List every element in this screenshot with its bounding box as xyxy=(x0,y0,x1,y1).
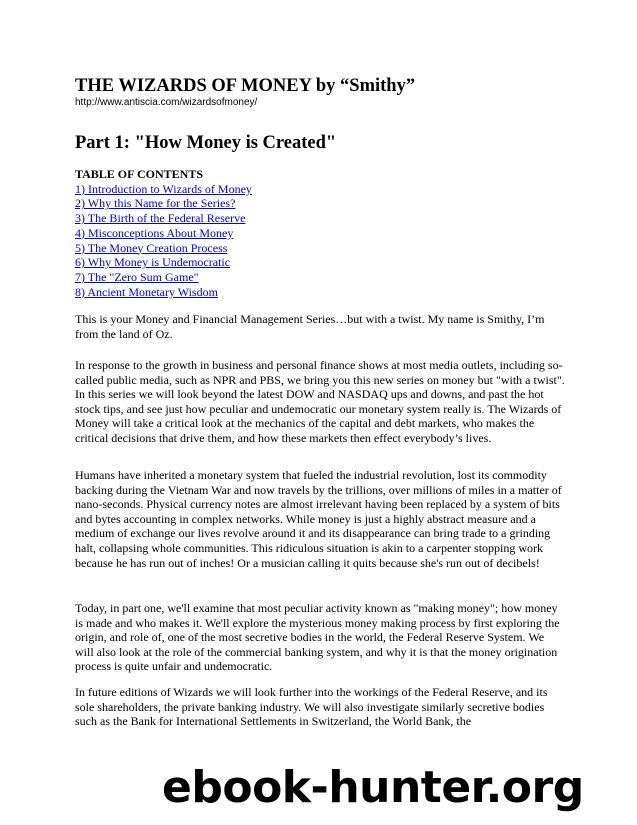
toc-link-ancient-wisdom[interactable]: 8) Ancient Monetary Wisdom xyxy=(75,284,218,299)
toc-link-zero-sum-game[interactable]: 7) The "Zero Sum Game" xyxy=(75,269,199,284)
document-url: http://www.antiscia.com/wizardsofmoney/ xyxy=(75,97,258,108)
toc-link-money-creation-process[interactable]: 5) The Money Creation Process xyxy=(75,240,228,255)
toc-link-why-undemocratic[interactable]: 6) Why Money is Undemocratic xyxy=(75,255,231,270)
document-page xyxy=(75,76,565,729)
toc-link-misconceptions[interactable]: 4) Misconceptions About Money xyxy=(75,225,234,240)
paragraph-part-one: Today, in part one, we'll examine that most peculiar activity known as "making money"; how money is made and who makes it. We'll explore the mysterious money making process by first exploring the origin, and role of, one of the most secretive bodies in the world, the Federal Reserve System. We will also look at the role of the commercial banking system, and why it is that the money origination process is quite unfair and undemocratic. xyxy=(75,601,560,674)
toc-link-introduction[interactable]: 1) Introduction to Wizards of Money xyxy=(75,181,252,196)
document-title: THE WIZARDS OF MONEY by “Smithy” xyxy=(75,76,416,96)
toc-link-birth-of-federal-reserve[interactable]: 3) The Birth of the Federal Reserve xyxy=(75,211,246,226)
toc-heading: TABLE OF CONTENTS xyxy=(75,167,204,181)
paragraph-intro: This is your Money and Financial Management Series…but with a twist. My name is Smithy, I’m from the land of Oz. xyxy=(75,312,545,341)
part-title: Part 1: "How Money is Created" xyxy=(75,133,337,153)
paragraph-series-description: In response to the growth in business and personal finance shows at most media outlets, including so-called public media, such as NPR and PBS, we bring you this new series on money but "with a twist". In this series we will look beyond the latest DOW and NASDAQ ups and downs, and past the hot stock tips, and see just how peculiar and undemocratic our monetary system really is. The Wizards of Money will take a critical look at the mechanics of the capital and debt markets, who makes the critical decisions that drive them, and how these markets then effect everybody’s lives. xyxy=(75,358,565,445)
paragraph-monetary-system: Humans have inherited a monetary system that fueled the industrial revolution, lost its commodity backing during the Vietnam War and now travels by the trillions, over millions of miles in a matter of nano-seconds. Physical currency notes are almost irrelevant having been replaced by a system of bits and bytes accounting in complex networks. While money is just a highly abstract measure and a medium of exchange our lives revolve around it and its disappearance can bring trade to a grinding halt, collapsing whole communities. This ridiculous situation is akin to a carpenter stopping work because he has run out of inches! Or a musician calling it quits because she's run out of decibels! xyxy=(75,468,562,570)
paragraph-future-editions: In future editions of Wizards we will look further into the workings of the Federal Reserve, and its sole shareholders, the private banking industry. We will also investigate similarly secretive bodies such as the Bank for International Settlements in Switzerland, the World Bank, the xyxy=(75,685,548,729)
table-of-contents xyxy=(75,167,252,299)
watermark: ebook-hunter.org xyxy=(162,762,584,813)
toc-link-why-this-name[interactable]: 2) Why this Name for the Series? xyxy=(75,196,236,211)
